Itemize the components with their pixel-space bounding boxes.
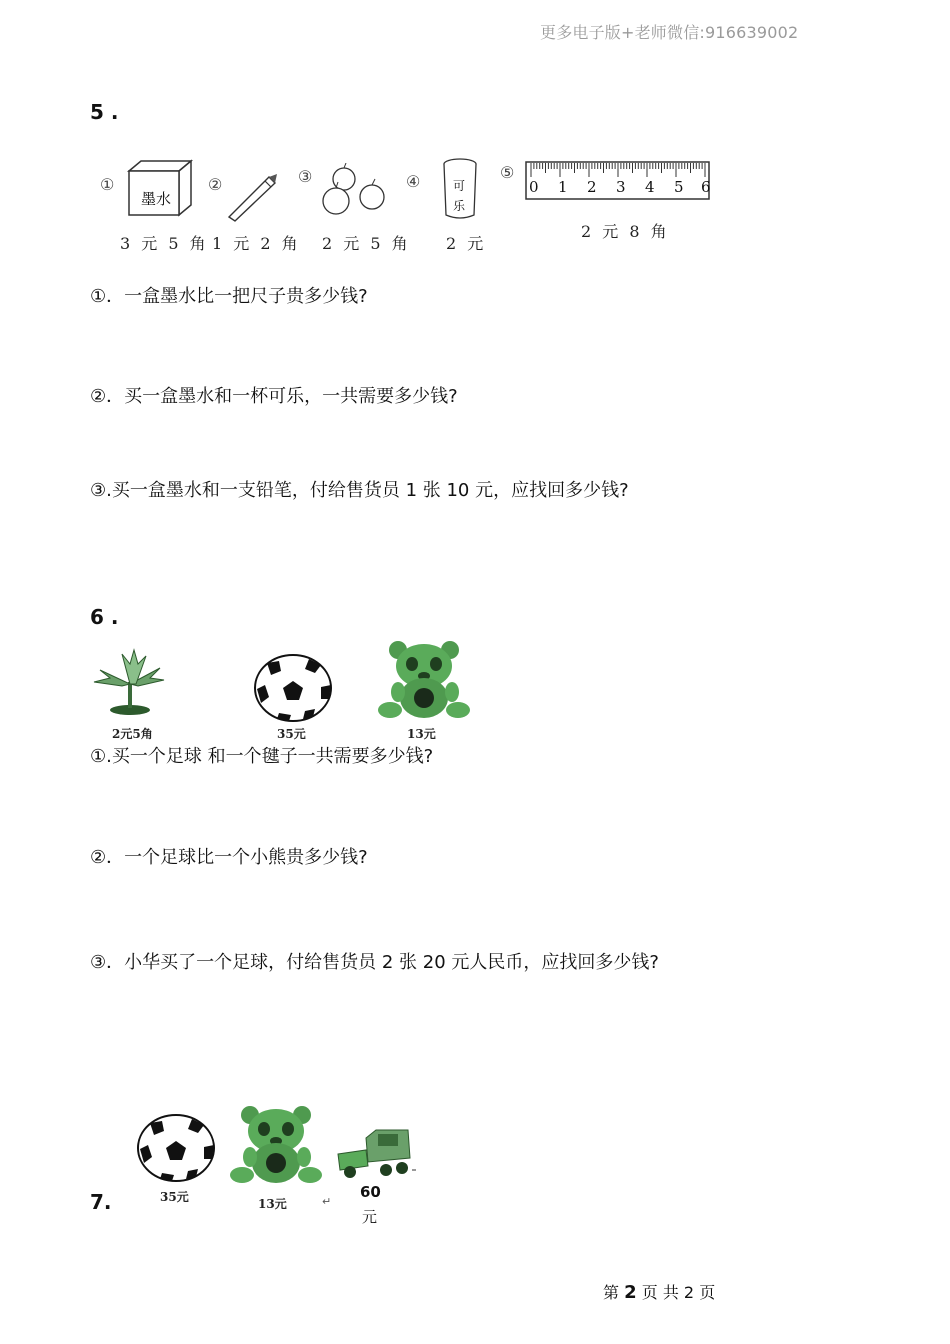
- teddy-bear-icon: [378, 640, 474, 722]
- price-teddy: 13元: [407, 727, 436, 741]
- item-marker-3: ③: [298, 167, 313, 186]
- footer-prefix: 第: [603, 1283, 620, 1302]
- price-ruler: 2 元 8 角: [581, 222, 670, 241]
- price-truck-number: 60: [360, 1183, 381, 1201]
- price-truck-unit: 元: [362, 1208, 378, 1226]
- ruler-tick: 2: [587, 178, 597, 196]
- shuttlecock-icon: [92, 648, 166, 718]
- ink-box-label: 墨水: [141, 190, 172, 208]
- teddy-bear-icon: [230, 1105, 326, 1187]
- ruler-tick: 3: [616, 178, 626, 196]
- question-5-number: 5 .: [90, 100, 119, 124]
- header-note: 更多电子版+老师微信:916639002: [540, 23, 799, 42]
- item-marker-5: ⑤: [500, 163, 515, 182]
- question-7-number: 7.: [90, 1190, 112, 1214]
- price-apples: 2 元 5 角: [322, 234, 411, 253]
- ruler-tick: 0: [529, 178, 539, 196]
- page-footer: [603, 1280, 715, 1303]
- toy-truck-icon: [336, 1128, 416, 1180]
- footer-total: 2: [683, 1283, 695, 1302]
- footer-suffix: 页: [699, 1283, 716, 1302]
- item-marker-1: ①: [100, 175, 115, 194]
- price-soccer: 35元: [277, 727, 306, 741]
- ruler-tick: 1: [558, 178, 568, 196]
- apples-icon: [320, 163, 390, 219]
- ruler-tick: 5: [674, 178, 684, 196]
- price-teddy-q7: 13元: [258, 1197, 287, 1211]
- cola-label-bottom: 乐: [453, 199, 466, 213]
- price-ink: 3 元 5 角: [120, 234, 209, 253]
- question-6-number: 6 .: [90, 605, 119, 629]
- footer-page-number: 2: [624, 1282, 637, 1303]
- q6-question-1: ①.买一个足球 和一个毽子一共需要多少钱?: [90, 746, 434, 767]
- price-pencil: 1 元 2 角: [212, 234, 301, 253]
- price-cola: 2 元: [446, 234, 487, 253]
- q6-question-3: ③．小华买了一个足球，付给售货员 2 张 20 元人民币，应找回多少钱?: [90, 952, 659, 973]
- cola-label-top: 可: [453, 179, 466, 193]
- item-marker-4: ④: [406, 172, 421, 191]
- q5-question-2: ②．买一盒墨水和一杯可乐，一共需要多少钱?: [90, 386, 458, 407]
- ruler-tick: 4: [645, 178, 655, 196]
- soccer-ball-icon: [253, 653, 333, 723]
- ruler-tick: 6: [701, 178, 711, 196]
- footer-middle: 页 共: [641, 1283, 679, 1302]
- item-marker-2: ②: [208, 175, 223, 194]
- q5-items-figure: [95, 145, 715, 255]
- price-soccer-q7: 35元: [160, 1190, 189, 1204]
- soccer-ball-icon: [136, 1113, 216, 1183]
- pencil-icon: [225, 173, 280, 223]
- return-mark: ↵: [322, 1195, 332, 1208]
- price-shuttlecock: 2元5角: [112, 727, 153, 741]
- ruler-tick-labels: [529, 178, 709, 198]
- q5-question-1: ①．一盒墨水比一把尺子贵多少钱?: [90, 286, 368, 307]
- q6-question-2: ②．一个足球比一个小熊贵多少钱?: [90, 847, 368, 868]
- q5-question-3: ③.买一盒墨水和一支铅笔，付给售货员 1 张 10 元，应找回多少钱?: [90, 480, 629, 501]
